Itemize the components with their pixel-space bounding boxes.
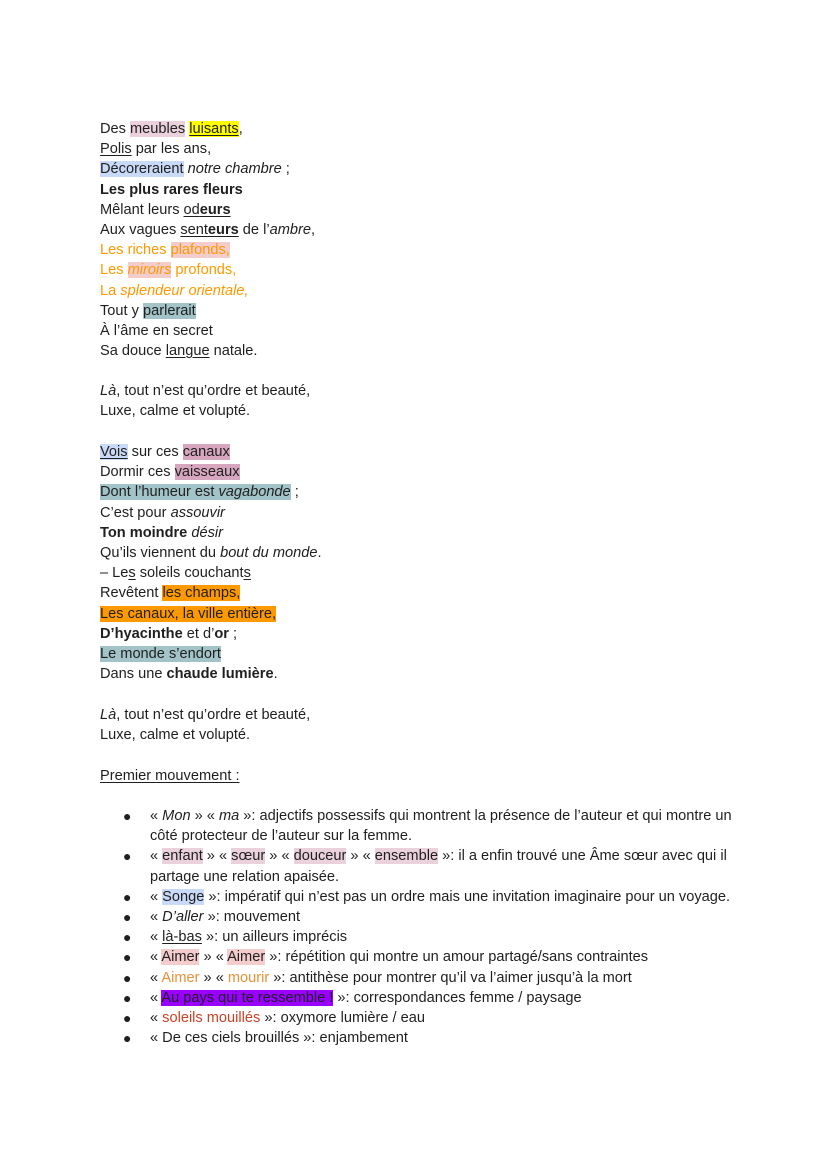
poem-line: Les canaux, la ville entière, xyxy=(100,605,277,622)
poem-line: Qu’ils viennent du bout du monde. xyxy=(100,544,322,561)
list-item: ● « là-bas »: un ailleurs imprécis xyxy=(150,927,740,947)
poem-line: Décoreraient notre chambre ; xyxy=(100,161,290,178)
section-heading: Premier mouvement : xyxy=(100,768,240,784)
analysis-list xyxy=(123,806,740,1048)
poem-line: Dormir ces vaisseaux xyxy=(100,464,240,481)
list-item: ● « Mon » « ma »: adjectifs possessifs qui montrent la présence de l’auteur et qui montre un côté protecteur de l’auteur sur la femme. xyxy=(123,808,732,845)
poem-line: Les riches plafonds, xyxy=(100,242,230,259)
poem-line: Polis par les ans, xyxy=(100,141,212,158)
list-item: ● « Aimer » « Aimer »: répétition qui montre un amour partagé/sans contraintes xyxy=(150,947,740,967)
poem-line: Là, tout n’est qu’ordre et beauté, xyxy=(100,383,311,399)
list-item: ● « Songe »: impératif qui n’est pas un ordre mais une invitation imaginaire pour un voyage. xyxy=(150,887,740,907)
poem-line: Sa douce langue natale. xyxy=(100,343,258,360)
poem-line: Les miroirs profonds, xyxy=(100,262,237,279)
poem-line: Luxe, calme et volupté. xyxy=(100,403,251,420)
poem-line: Là, tout n’est qu’ordre et beauté, xyxy=(100,707,311,723)
poem-line: Revêtent les champs, xyxy=(100,585,241,602)
poem-line: À l’âme en secret xyxy=(100,322,213,339)
bullet-icon: ● xyxy=(123,929,132,946)
poem-stanza-2 xyxy=(100,442,322,684)
list-item: ● « D’aller »: mouvement xyxy=(150,907,740,927)
poem-line: La splendeur orientale, xyxy=(100,282,249,299)
poem-line: Les plus rares fleurs xyxy=(100,181,243,198)
bullet-icon: ● xyxy=(123,1010,132,1027)
poem-line: Vois sur ces canaux xyxy=(100,444,230,460)
poem-line: – Les soleils couchants xyxy=(100,565,251,582)
poem-line: Dans une chaude lumière. xyxy=(100,666,278,683)
bullet-icon: ● xyxy=(123,888,132,905)
poem-line: Mêlant leurs odeurs xyxy=(100,201,231,218)
poem-line: Luxe, calme et volupté. xyxy=(100,727,251,744)
bullet-icon: ● xyxy=(123,808,132,824)
bullet-icon: ● xyxy=(123,969,132,986)
poem-line: Le monde s’endort xyxy=(100,645,221,662)
poem-line: Aux vagues senteurs de l’ambre, xyxy=(100,221,316,238)
poem-line: D’hyacinthe et d’or ; xyxy=(100,625,238,642)
poem-line: Dont l’humeur est vagabonde ; xyxy=(100,484,299,501)
poem-stanza-1 xyxy=(100,119,315,361)
poem-line: Ton moindre désir xyxy=(100,524,223,541)
poem-refrain-2 xyxy=(100,705,310,745)
poem-line: C’est pour assouvir xyxy=(100,504,225,521)
poem-refrain-1 xyxy=(100,381,310,421)
list-item: ● « enfant » « sœur » « douceur » « ensemble »: il a enfin trouvé une Âme sœur avec qui il partage une relation apaisée. xyxy=(123,848,727,885)
poem-line: Des meubles luisants, xyxy=(100,121,243,137)
bullet-icon: ● xyxy=(123,949,132,966)
bullet-icon: ● xyxy=(123,989,132,1006)
list-item: ● « Au pays qui te ressemble ! »: correspondances femme / paysage xyxy=(150,988,740,1008)
bullet-icon: ● xyxy=(123,848,132,865)
list-item: ● « soleils mouillés »: oxymore lumière / eau xyxy=(150,1008,740,1028)
list-item: ● « Aimer » « mourir »: antithèse pour montrer qu’il va l’aimer jusqu’à la mort xyxy=(150,968,740,988)
bullet-icon: ● xyxy=(123,1030,132,1047)
bullet-icon: ● xyxy=(123,909,132,926)
list-item: ● « De ces ciels brouillés »: enjambement xyxy=(150,1028,740,1048)
poem-line: Tout y parlerait xyxy=(100,302,196,319)
